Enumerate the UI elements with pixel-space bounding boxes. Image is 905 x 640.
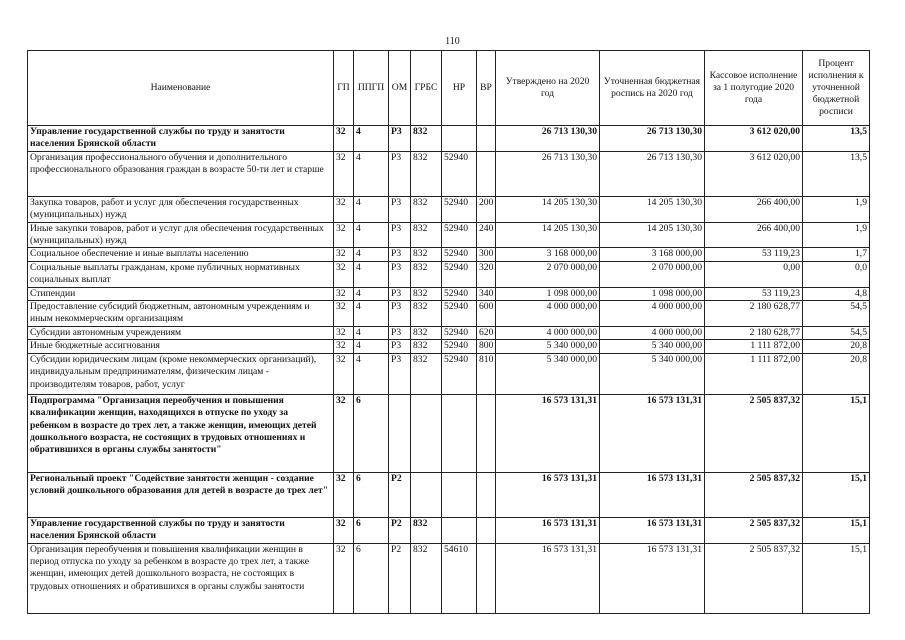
vr-cell (477, 517, 496, 543)
grbs-cell: 832 (411, 261, 442, 287)
nr-cell: 52940 (442, 248, 477, 261)
name: Управление государственной службы по труду и занятости населения Брянской области (28, 517, 334, 543)
refined-cell: 16 573 131,31 (600, 517, 705, 543)
refined-cell: 16 573 131,31 (600, 543, 705, 613)
name: Организация переобучения и повышения квалификации женщин в период отпуска по уходу за ребенком в возрасте до трех лет, а также женщин, имеющих детей дошкольного возраста, не состоящих в трудовых отношениях и обратившихся в органы службы занятости (28, 543, 334, 613)
vr-cell: 300 (477, 248, 496, 261)
table-body (28, 126, 870, 614)
ppgp-cell: 4 (354, 151, 389, 196)
percent-cell: 20,8 (803, 340, 870, 353)
gp-cell: 32 (334, 326, 354, 339)
cash-cell: 0,00 (705, 261, 803, 287)
grbs-cell (411, 472, 442, 517)
refined-cell: 3 168 000,00 (600, 248, 705, 261)
table-row (28, 326, 870, 339)
vr-cell: 800 (477, 340, 496, 353)
percent-cell: 0,0 (803, 261, 870, 287)
grbs-cell: 832 (411, 301, 442, 327)
ppgp-cell: 4 (354, 287, 389, 300)
table-row (28, 151, 870, 196)
nr-cell: 52940 (442, 326, 477, 339)
header-gp: ГП (334, 51, 354, 126)
name: Управление государственной службы по труду и занятости населения Брянской области (28, 126, 334, 152)
cash-cell: 2 180 628,77 (705, 301, 803, 327)
vr-cell (477, 126, 496, 152)
approved-cell: 26 713 130,30 (496, 126, 600, 152)
nr-cell: 52940 (442, 353, 477, 394)
ppgp-cell: 4 (354, 222, 389, 248)
approved-cell: 26 713 130,30 (496, 151, 600, 196)
nr-cell (442, 394, 477, 472)
refined-cell: 16 573 131,31 (600, 472, 705, 517)
gp-cell: 32 (334, 543, 354, 613)
approved-cell: 14 205 130,30 (496, 196, 600, 222)
vr-cell (477, 394, 496, 472)
cash-cell: 2 505 837,32 (705, 394, 803, 472)
approved-cell: 4 000 000,00 (496, 301, 600, 327)
om-cell: Р3 (389, 353, 411, 394)
nr-cell: 52940 (442, 151, 477, 196)
cash-cell: 266 400,00 (705, 222, 803, 248)
ppgp-cell: 6 (354, 394, 389, 472)
vr-cell: 320 (477, 261, 496, 287)
table-row (28, 222, 870, 248)
cash-cell: 1 111 872,00 (705, 340, 803, 353)
vr-cell: 810 (477, 353, 496, 394)
name: Закупка товаров, работ и услуг для обеспечения государственных (муниципальных) нужд (28, 196, 334, 222)
percent-cell: 1,9 (803, 196, 870, 222)
grbs-cell: 832 (411, 151, 442, 196)
om-cell: Р2 (389, 472, 411, 517)
refined-cell: 26 713 130,30 (600, 126, 705, 152)
gp-cell: 32 (334, 126, 354, 152)
nr-cell: 52940 (442, 222, 477, 248)
header-ppgp: ППГП (354, 51, 389, 126)
refined-cell: 4 000 000,00 (600, 326, 705, 339)
gp-cell: 32 (334, 472, 354, 517)
nr-cell: 52940 (442, 340, 477, 353)
refined-cell: 4 000 000,00 (600, 301, 705, 327)
table-row (28, 248, 870, 261)
table-row (28, 287, 870, 300)
vr-cell (477, 543, 496, 613)
percent-cell: 15,1 (803, 517, 870, 543)
budget-table (27, 50, 870, 614)
name: Региональный проект "Содействие занятости женщин - создание условий дошкольного образования для детей в возрасте до трех лет" (28, 472, 334, 517)
vr-cell: 340 (477, 287, 496, 300)
percent-cell: 13,5 (803, 151, 870, 196)
table-row (28, 543, 870, 613)
approved-cell: 16 573 131,31 (496, 472, 600, 517)
gp-cell: 32 (334, 394, 354, 472)
page-number: 110 (445, 36, 460, 47)
refined-cell: 5 340 000,00 (600, 353, 705, 394)
ppgp-cell: 6 (354, 517, 389, 543)
name: Субсидии автономным учреждениям (28, 326, 334, 339)
table-row (28, 196, 870, 222)
percent-cell: 1,7 (803, 248, 870, 261)
grbs-cell: 832 (411, 287, 442, 300)
om-cell: Р3 (389, 287, 411, 300)
approved-cell: 2 070 000,00 (496, 261, 600, 287)
approved-cell: 4 000 000,00 (496, 326, 600, 339)
approved-cell: 5 340 000,00 (496, 340, 600, 353)
approved-cell: 14 205 130,30 (496, 222, 600, 248)
table-row (28, 261, 870, 287)
percent-cell: 15,1 (803, 394, 870, 472)
name: Стипендии (28, 287, 334, 300)
header-approved: Утверждено на 2020 год (496, 51, 600, 126)
vr-cell: 200 (477, 196, 496, 222)
cash-cell: 2 505 837,32 (705, 543, 803, 613)
om-cell: Р3 (389, 248, 411, 261)
gp-cell: 32 (334, 248, 354, 261)
percent-cell: 15,1 (803, 472, 870, 517)
cash-cell: 2 505 837,32 (705, 472, 803, 517)
cash-cell: 53 119,23 (705, 248, 803, 261)
ppgp-cell: 6 (354, 543, 389, 613)
ppgp-cell: 4 (354, 196, 389, 222)
percent-cell: 15,1 (803, 543, 870, 613)
ppgp-cell: 4 (354, 301, 389, 327)
om-cell: Р3 (389, 261, 411, 287)
vr-cell: 600 (477, 301, 496, 327)
header-row (28, 51, 870, 126)
percent-cell: 20,8 (803, 353, 870, 394)
nr-cell: 52940 (442, 261, 477, 287)
nr-cell: 52940 (442, 196, 477, 222)
vr-cell (477, 151, 496, 196)
ppgp-cell: 4 (354, 248, 389, 261)
gp-cell: 32 (334, 517, 354, 543)
om-cell: Р3 (389, 301, 411, 327)
refined-cell: 5 340 000,00 (600, 340, 705, 353)
grbs-cell: 832 (411, 353, 442, 394)
grbs-cell: 832 (411, 326, 442, 339)
vr-cell: 240 (477, 222, 496, 248)
header-cash: Кассовое исполнение за 1 полугодие 2020 года (705, 51, 803, 126)
om-cell: Р2 (389, 517, 411, 543)
grbs-cell: 832 (411, 543, 442, 613)
ppgp-cell: 6 (354, 472, 389, 517)
grbs-cell: 832 (411, 222, 442, 248)
om-cell: Р3 (389, 151, 411, 196)
percent-cell: 1,9 (803, 222, 870, 248)
approved-cell: 16 573 131,31 (496, 394, 600, 472)
name: Организация профессионального обучения и дополнительного профессионального образования граждан в возрасте 50-ти лет и старше (28, 151, 334, 196)
refined-cell: 14 205 130,30 (600, 222, 705, 248)
name: Субсидии юридическим лицам (кроме некоммерческих организаций), индивидуальным предпринимателям, физическим лицам - производителям товаров, работ, услуг (28, 353, 334, 394)
header-percent: Процент исполнения к уточненной бюджетной росписи (803, 51, 870, 126)
header-om: ОМ (389, 51, 411, 126)
table-row (28, 394, 870, 472)
gp-cell: 32 (334, 151, 354, 196)
grbs-cell: 832 (411, 517, 442, 543)
name: Социальное обеспечение и иные выплаты населению (28, 248, 334, 261)
percent-cell: 54,5 (803, 326, 870, 339)
refined-cell: 16 573 131,31 (600, 394, 705, 472)
refined-cell: 1 098 000,00 (600, 287, 705, 300)
vr-cell: 620 (477, 326, 496, 339)
name: Иные закупки товаров, работ и услуг для обеспечения государственных (муниципальных) нужд (28, 222, 334, 248)
name: Социальные выплаты гражданам, кроме публичных нормативных социальных выплат (28, 261, 334, 287)
om-cell: Р2 (389, 543, 411, 613)
nr-cell: 52940 (442, 301, 477, 327)
ppgp-cell: 4 (354, 340, 389, 353)
grbs-cell: 832 (411, 126, 442, 152)
refined-cell: 26 713 130,30 (600, 151, 705, 196)
om-cell (389, 394, 411, 472)
nr-cell (442, 517, 477, 543)
name: Иные бюджетные ассигнования (28, 340, 334, 353)
table-row (28, 353, 870, 394)
header-nr: НР (442, 51, 477, 126)
cash-cell: 3 612 020,00 (705, 126, 803, 152)
grbs-cell: 832 (411, 196, 442, 222)
nr-cell (442, 126, 477, 152)
table-row (28, 301, 870, 327)
cash-cell: 2 180 628,77 (705, 326, 803, 339)
table-row (28, 472, 870, 517)
approved-cell: 5 340 000,00 (496, 353, 600, 394)
nr-cell: 52940 (442, 287, 477, 300)
ppgp-cell: 4 (354, 261, 389, 287)
approved-cell: 1 098 000,00 (496, 287, 600, 300)
approved-cell: 3 168 000,00 (496, 248, 600, 261)
grbs-cell: 832 (411, 248, 442, 261)
gp-cell: 32 (334, 287, 354, 300)
header-grbs: ГРБС (411, 51, 442, 126)
header-refined: Уточненная бюджетная роспись на 2020 год (600, 51, 705, 126)
cash-cell: 3 612 020,00 (705, 151, 803, 196)
cash-cell: 1 111 872,00 (705, 353, 803, 394)
header-name: Наименование (28, 51, 334, 126)
cash-cell: 266 400,00 (705, 196, 803, 222)
percent-cell: 54,5 (803, 301, 870, 327)
name: Подпрограмма "Организация переобучения и повышения квалификации женщин, находящихся в отпуске по уходу за ребенком в возрасте до трех лет, а также женщин, имеющих детей дошкольного возраста, не состоящих в трудовых отношениях и обратившихся в органы службы занятости" (28, 394, 334, 472)
gp-cell: 32 (334, 340, 354, 353)
percent-cell: 4,8 (803, 287, 870, 300)
gp-cell: 32 (334, 196, 354, 222)
table-row (28, 126, 870, 152)
om-cell: Р3 (389, 126, 411, 152)
refined-cell: 14 205 130,30 (600, 196, 705, 222)
gp-cell: 32 (334, 353, 354, 394)
nr-cell: 54610 (442, 543, 477, 613)
om-cell: Р3 (389, 196, 411, 222)
gp-cell: 32 (334, 261, 354, 287)
vr-cell (477, 472, 496, 517)
cash-cell: 2 505 837,32 (705, 517, 803, 543)
ppgp-cell: 4 (354, 353, 389, 394)
ppgp-cell: 4 (354, 126, 389, 152)
ppgp-cell: 4 (354, 326, 389, 339)
gp-cell: 32 (334, 301, 354, 327)
table-row (28, 517, 870, 543)
table-row (28, 340, 870, 353)
header-vr: ВР (477, 51, 496, 126)
percent-cell: 13,5 (803, 126, 870, 152)
om-cell: Р3 (389, 340, 411, 353)
name: Предоставление субсидий бюджетным, автономным учреждениям и иным некоммерческим организациям (28, 301, 334, 327)
om-cell: Р3 (389, 222, 411, 248)
nr-cell (442, 472, 477, 517)
gp-cell: 32 (334, 222, 354, 248)
approved-cell: 16 573 131,31 (496, 543, 600, 613)
cash-cell: 53 119,23 (705, 287, 803, 300)
grbs-cell: 832 (411, 340, 442, 353)
om-cell: Р3 (389, 326, 411, 339)
approved-cell: 16 573 131,31 (496, 517, 600, 543)
grbs-cell (411, 394, 442, 472)
refined-cell: 2 070 000,00 (600, 261, 705, 287)
